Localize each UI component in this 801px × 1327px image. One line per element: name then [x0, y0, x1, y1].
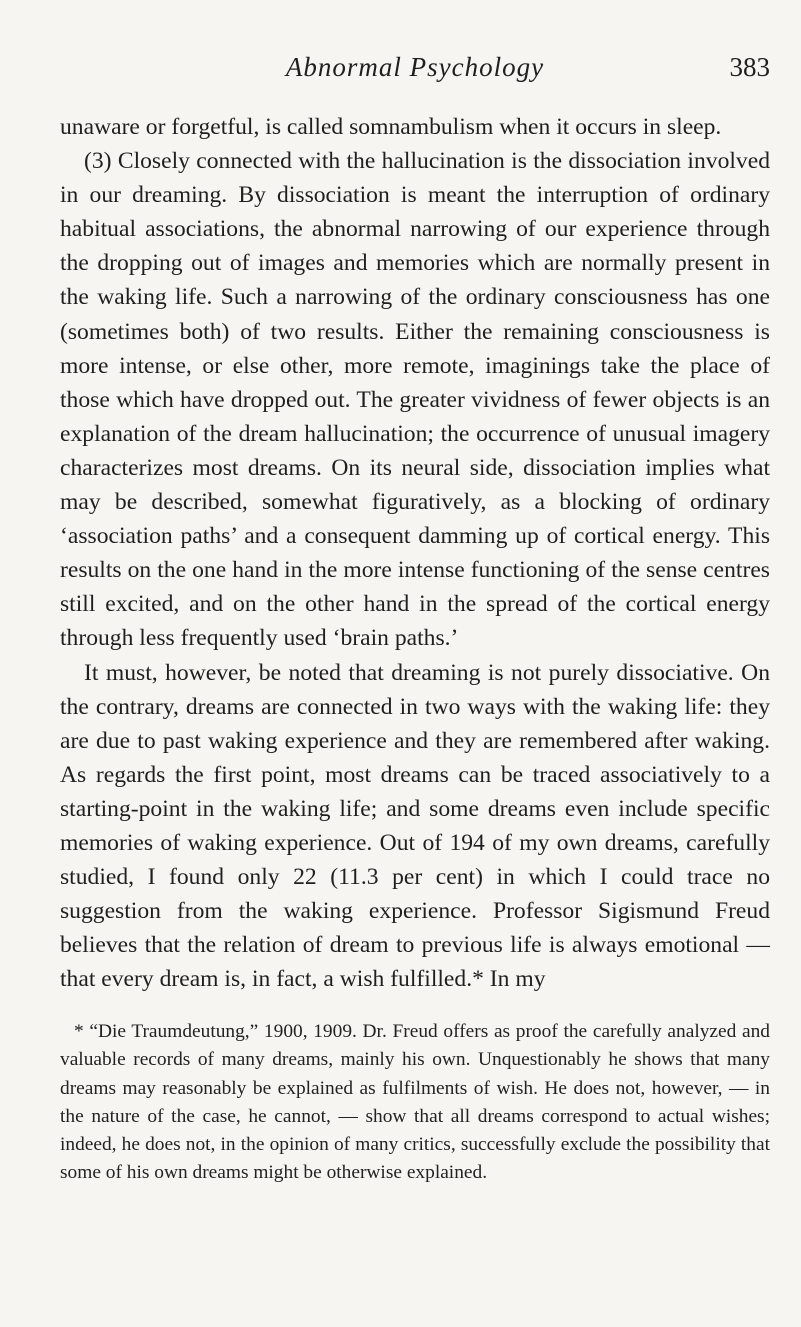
running-title: Abnormal Psychology	[285, 52, 545, 82]
page-number: 383	[729, 52, 770, 82]
paragraph-dreaming: It must, however, be noted that dreaming is not purely dissociative. On the contrary, dreams are connected in two ways with the waking life: they are due to past waking experience and they are remembered after waking. As regards the first point, most dreams can be traced associatively to a starting-point in the waking life; and some dreams even include specific memories of waking experience. Out of 194 of my own dreams, carefully studied, I found only 22 (11.3 per cent) in which I could trace no suggestion from the waking experience. Professor Sigismund Freud believes that the relation of dream to previous life is always emotional — that every dream is, in fact, a wish fulfilled.* In my	[60, 659, 770, 993]
footnote-text: * “Die Traumdeutung,” 1900, 1909. Dr. Freud offers as proof the carefully analyzed and valuable records of many dreams, mainly his own. Unquestionably he shows that many dreams may reasonably be explained as fulfilments of wish. He does not, however, — in the nature of the case, he cannot, — show that all dreams correspond to actual wishes; indeed, he does not, in the opinion of many critics, successfully exclude the possibility that some of his own dreams might be otherwise explained.	[60, 1021, 770, 1184]
paragraph-dissociation: (3) Closely connected with the hallucination is the dissociation involved in our dreaming. By dissociation is meant the interruption of ordinary habitual associations, the abnormal narrowing of our experience through the dropping out of images and memories which are normally present in the waking life. Such a narrowing of the ordinary consciousness has one (sometimes both) of two results. Either the remaining consciousness is more intense, or else other, more remote, imaginings take the place of those which have dropped out. The greater vividness of fewer objects is an explanation of the dream hallucination; the occurrence of unusual imagery characterizes most dreams. On its neural side, dissociation implies what may be described, somewhat figuratively, as a blocking of ordinary ‘association paths’ and a consequent damming up of cortical energy. This results on the one hand in the more intense functioning of the sense centres still excited, and on the other hand in the spread of the cortical energy through less frequently used ‘brain paths.’	[60, 148, 770, 652]
body-text	[60, 110, 770, 996]
running-head	[60, 52, 770, 92]
footnote	[60, 1018, 770, 1188]
paragraph-continuation: unaware or forgetful, is called somnambulism when it occurs in sleep.	[60, 114, 722, 140]
